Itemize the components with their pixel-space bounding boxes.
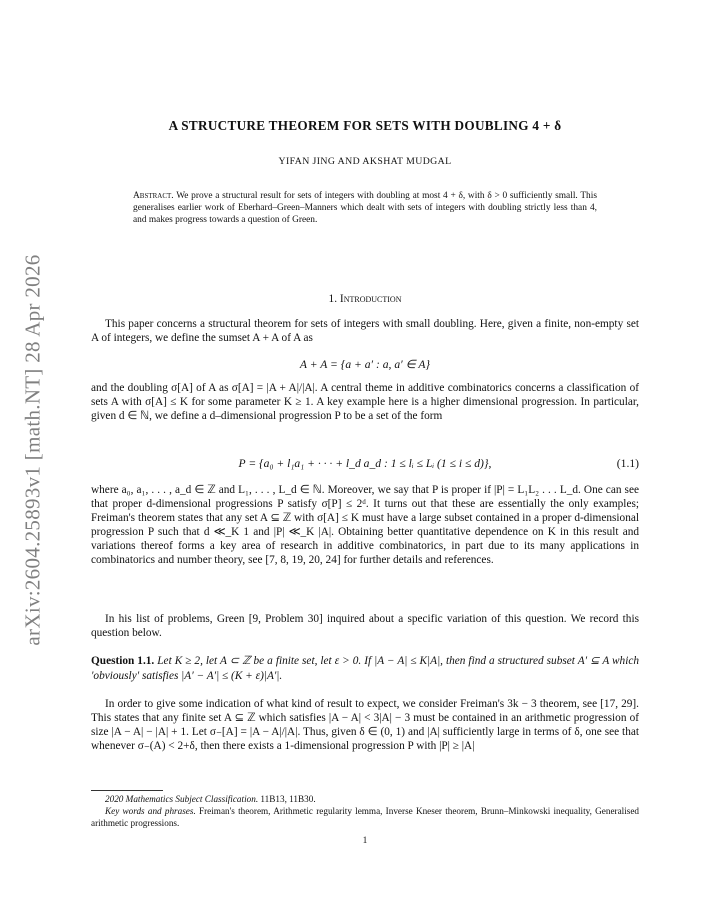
paper-authors: YIFAN JING AND AKSHAT MUDGAL [278,156,452,167]
intro-paragraph-1 [91,317,639,345]
section-number: 1. [328,293,338,305]
equation-text: A + A = {a + a′ : a, a′ ∈ A} [299,358,431,371]
paper-title: A STRUCTURE THEOREM FOR SETS WITH DOUBLING 4 + δ [168,118,562,133]
intro-paragraph-3 [91,483,639,567]
msc-codes: 11B13, 11B30. [260,794,316,804]
equation-sumset [91,357,639,371]
arxiv-identifier-stamp[interactable] [14,240,52,660]
abstract [133,190,597,226]
question-1-1 [91,654,639,683]
abstract-heading: Abstract. [133,191,174,201]
msc-label: 2020 Mathematics Subject Classification. [105,794,259,804]
arxiv-stamp-text: arXiv:2604.25893v1 [math.NT] 28 Apr 2026 [20,254,45,646]
page-number: 1 [362,836,368,846]
paragraph-text: In order to give some indication of what kind of result to expect, we consider Freiman's 3k − 3 theorem, see [17, 29]. This states that any finite set A ⊆ ℤ which satisfies |A − A| < 3|A| − 3 must be contained in an arithmetic progression of size |A − A| − |A| + 1. Let σ₋[A] = |A − A|/|A|. Thus, given δ ∈ (0, 1) and |A| sufficiently large in terms of δ, one see that whenever σ₋(A) < 2+δ, then there exists a 1-dimensional progression P with |P| ≥ |A| [91,698,639,752]
equation-number: (1.1) [616,457,639,470]
footnote-msc [91,793,639,805]
paragraph-text: In his list of problems, Green [9, Problem 30] inquired about a specific variation of this question. We record this question below. [91,613,639,639]
question-text: Let K ≥ 2, let A ⊂ ℤ be a finite set, let ε > 0. If |A − A| ≤ K|A|, then find a structured subset A′ ⊆ A which 'obviously' satisfies |A′ − A′| ≤ (K + ε)|A′|. [91,655,639,682]
keywords-label: Key words and phrases. [105,806,196,817]
question-label: Question 1.1. [91,655,155,667]
keywords-text: Freiman's theorem, Arithmetic regularity lemma, Inverse Kneser theorem, Brunn–Minkowski inequality, Generalised arithmetic progressions. [91,806,640,829]
footnote-rule [91,790,163,791]
section-heading [91,293,639,305]
intro-paragraph-5 [91,697,639,753]
footnote-keywords [91,805,639,829]
abstract-text: We prove a structural result for sets of integers with doubling at most 4 + δ, with δ > 0 sufficiently small. This generalises earlier work of Eberhard–Green–Manners which dealt with sets of integers with doubling strictly less than 4, and makes progress towards a question of Green. [133,191,597,226]
equation-text: P = {a₀ + l₁a₁ + · · · + l_d a_d : 1 ≤ lᵢ ≤ Lᵢ (1 ≤ i ≤ d)}, [238,457,492,470]
paragraph-text: and the doubling σ[A] of A as σ[A] = |A + A|/|A|. A central theme in additive combinatorics concerns a classification of sets A with σ[A] ≤ K for some parameter K ≥ 1. A key example here is a higher dimensional progression. In particular, given d ∈ ℕ, we define a d–dimensional progression P to be a set of the form [91,382,639,422]
intro-paragraph-4 [91,612,639,640]
footnotes [91,793,639,830]
paragraph-text: where a₀, a₁, . . . , a_d ∈ ℤ and L₁, . . . , L_d ∈ ℕ. Moreover, we say that P is proper if |P| = L₁L₂ . . . L_d. One can see that proper d-dimensional progressions P satisfy σ[P] ≤ 2ᵈ. It turns out that these are essentially the only examples; Freiman's theorem states that any set A ⊆ ℤ with σ[A] ≤ K must have a large subset contained in a proper d-dimensional progression P such that d ≪_K 1 and |P| ≪_K |A|. Obtaining better quantitative dependence on K in this result and variations thereof forms a key area of research in additive combinatorics, in part due to its many applications in combinatorics and number theory, see [7, 8, 19, 20, 24] for further details and references. [91,484,639,566]
paragraph-text: This paper concerns a structural theorem for sets of integers with small doubling. Here, given a finite, non-empty set A of integers, we define the sumset A + A of A as [91,318,639,344]
equation-progression [91,457,639,470]
intro-paragraph-2 [91,381,639,423]
section-title: Introduction [339,293,402,305]
